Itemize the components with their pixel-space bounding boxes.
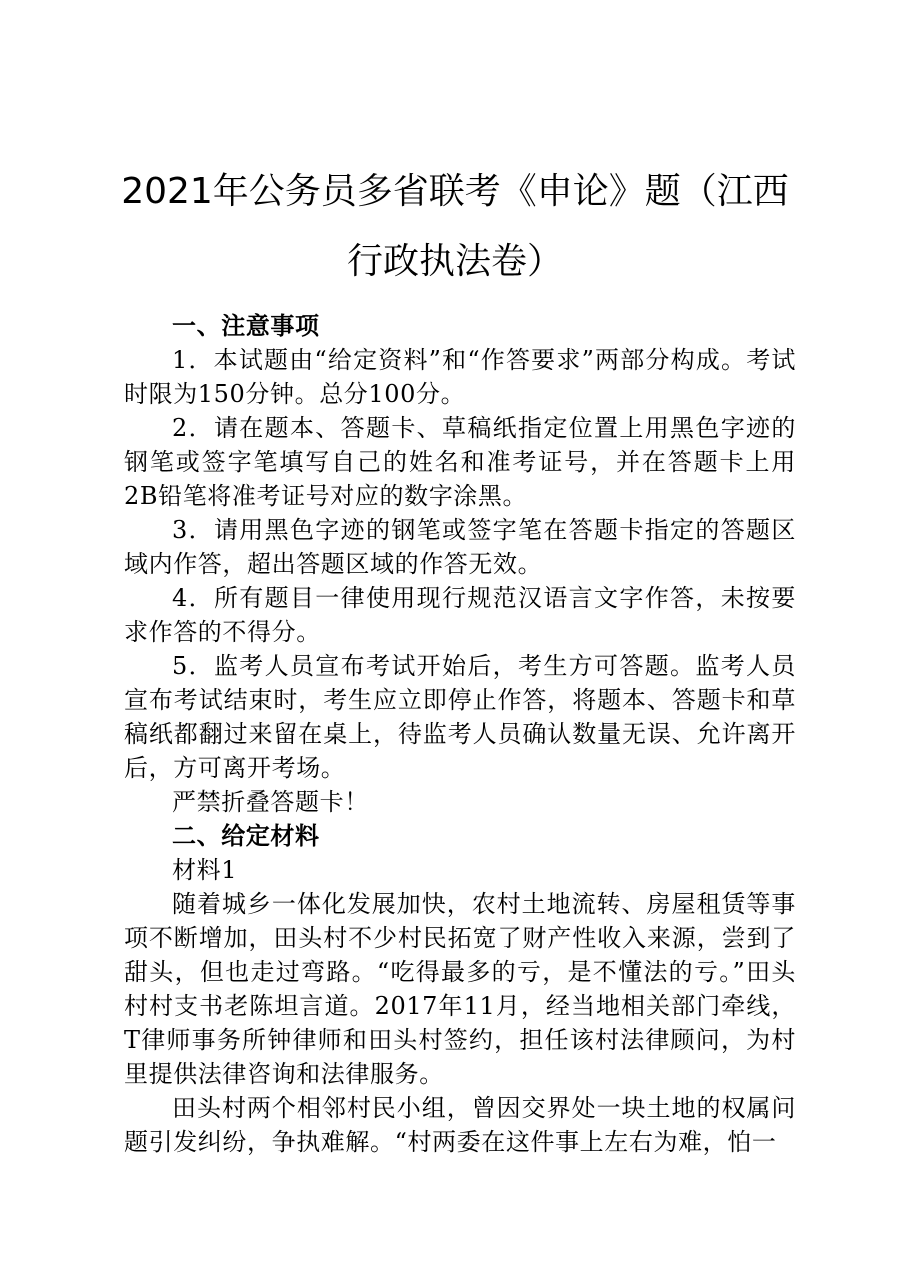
document-body — [124, 309, 796, 1159]
section-heading-materials: 二、给定材料 — [172, 821, 320, 850]
paragraph: 1．本试题由“给定资料”和“作答要求”两部分构成。考试时限为150分钟。总分100分。 — [124, 346, 796, 408]
paragraph: 5．监考人员宣布考试开始后，考生方可答题。监考人员宣布考试结束时，考生应立即停止作答，将题本、答题卡和草稿纸都翻过来留在桌上，待监考人员确认数量无误、允许离开后，方可离开考场。 — [124, 652, 796, 782]
document-title: 2021年公务员多省联考《申论》题（江西行政执法卷） — [121, 171, 789, 282]
paragraph: 随着城乡一体化发展加快，农村土地流转、房屋租赁等事项不断增加，田头村不少村民拓宽了财产性收入来源，尝到了甜头，但也走过弯路。“吃得最多的亏，是不懂法的亏。”田头村村支书老陈坦言道。2017年11月，经当地相关部门牵线，T律师事务所钟律师和田头村签约，担任该村法律顾问，为村里提供法律咨询和法律服务。 — [124, 890, 796, 1088]
paragraph: 材料1 — [172, 856, 238, 884]
paragraph: 4．所有题目一律使用现行规范汉语言文字作答，未按要求作答的不得分。 — [124, 584, 796, 646]
paragraph: 严禁折叠答题卡！ — [172, 788, 369, 816]
section-heading-notes: 一、注意事项 — [172, 311, 320, 340]
paragraph: 2．请在题本、答题卡、草稿纸指定位置上用黑色字迹的钢笔或签字笔填写自己的姓名和准考证号，并在答题卡上用2B铅笔将准考证号对应的数字涂黑。 — [124, 414, 796, 510]
paragraph: 田头村两个相邻村民小组，曾因交界处一块土地的权属问题引发纠纷，争执难解。“村两委在这件事上左右为难，怕一 — [124, 1094, 796, 1156]
paragraph: 3．请用黑色字迹的钢笔或签字笔在答题卡指定的答题区域内作答，超出答题区域的作答无效。 — [124, 516, 796, 578]
